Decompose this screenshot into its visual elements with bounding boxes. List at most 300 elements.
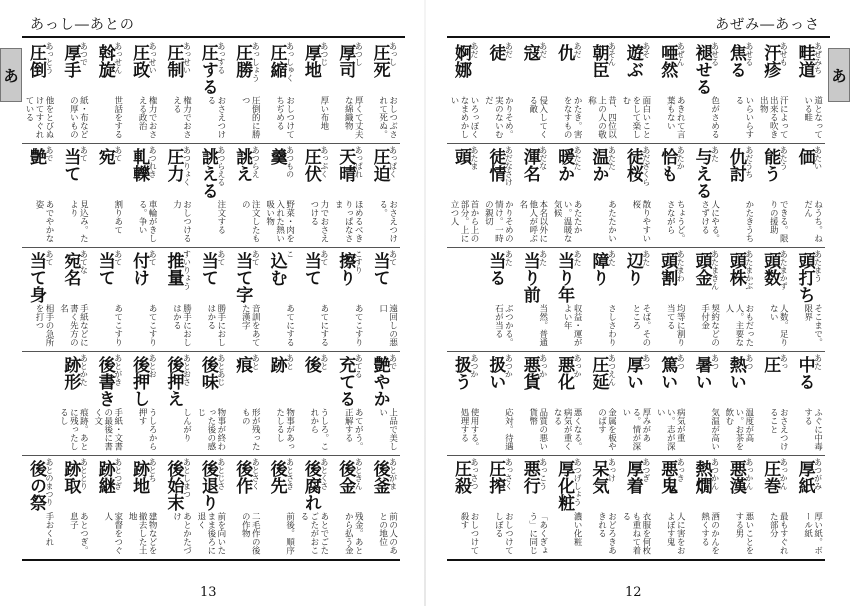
entry-headword: 宛 (94, 148, 115, 165)
right-page (425, 0, 850, 606)
entry-headword: 圧勝 (232, 44, 253, 78)
entry-definition: できる。限りの援助 (768, 200, 789, 243)
entry-headword: 悪鬼 (657, 460, 678, 494)
page-number: 13 (200, 585, 217, 600)
entry-headword: 中る (794, 356, 815, 390)
entry-definition: そば。そのところ (630, 304, 651, 347)
dictionary-entry (653, 352, 687, 455)
dictionary-entry (688, 40, 722, 143)
dictionary-entry (722, 352, 756, 455)
entry-headword: 厚着 (622, 460, 643, 494)
entry-reading: あとがま (388, 458, 398, 490)
entry-definition: 当然。普通 (537, 304, 548, 347)
entry-headword: 跡地 (129, 460, 150, 494)
entry-definition: 形が残ったもの (240, 408, 261, 451)
entry-reading: あた (573, 250, 583, 266)
entry-reading: あたまかず (779, 250, 789, 290)
entry-definition: 遠回しの悪口 (377, 304, 398, 347)
entry-reading: あっかん (779, 458, 789, 490)
entry-reading: あときん (354, 458, 364, 490)
page-number: 12 (625, 585, 642, 600)
dictionary-entry (91, 456, 125, 559)
dictionary-entry (91, 352, 125, 455)
entry-headword: 圧倒 (26, 44, 47, 78)
dictionary-entry (653, 456, 687, 559)
entry-reading: あつし (354, 42, 364, 66)
entry-definition: 温度が高い。お茶を飲む (723, 408, 754, 451)
entry-headword: 後押し (129, 356, 150, 407)
dictionary-entry (688, 248, 722, 351)
entry-headword: 頭打ち (794, 252, 815, 303)
dictionary-entry (194, 248, 228, 351)
dictionary-entry (228, 40, 262, 143)
entry-definition: 本名以外に他人が呼ぶ名 (517, 200, 548, 243)
dictionary-entry (722, 248, 756, 351)
entry-definition: 汗によって出来る吹き出物 (758, 96, 789, 139)
entry-reading: あっぷく (319, 146, 329, 178)
entry-reading: あぜみち (813, 42, 823, 74)
dictionary-entry (756, 248, 790, 351)
entry-headword: 熱い (725, 356, 746, 390)
dictionary-entry (619, 40, 653, 143)
entry-reading: あっしょう (251, 42, 261, 82)
dictionary-entry (297, 456, 331, 559)
entry-definition: おもだった人。主要な人 (723, 304, 754, 347)
entry-definition: 面白いことをして楽しむ (620, 96, 651, 139)
entry-headword: 篤い (657, 356, 678, 390)
entry-headword: 障り (588, 252, 609, 286)
entry-definition: 割りあて (112, 200, 123, 234)
entry-definition: 衣服を何枚も重ねて着る (620, 512, 651, 555)
entry-definition: 注文したもの (240, 200, 261, 243)
dictionary-entry (447, 144, 481, 247)
entry-headword: 畦道 (794, 44, 815, 78)
entry-definition: 建物などを撤去した土地 (127, 512, 158, 555)
entry-reading: あつかん (710, 458, 720, 490)
entry-definition: 応対。待遇 (503, 408, 514, 451)
entry-definition: 二毛作の後の作物 (240, 512, 261, 555)
entry-reading: あた (504, 250, 514, 266)
entry-reading: あっ (779, 354, 789, 370)
dictionary-entry (481, 40, 515, 143)
entry-headword: 焦る (725, 44, 746, 78)
dictionary-entry (22, 144, 56, 247)
entry-headword: 推量 (163, 252, 184, 286)
entry-headword: 圧巻 (760, 460, 781, 494)
entry-headword: 悪漢 (725, 460, 746, 494)
dictionary-entry (584, 352, 618, 455)
entry-reading: あで (45, 146, 55, 162)
entry-definition: 残金。あとから払う金 (343, 512, 364, 555)
entry-reading: あてる (354, 354, 364, 378)
entry-headword: 当て (300, 252, 321, 286)
dictionary-entry (584, 144, 618, 247)
dictionary-entry (756, 352, 790, 455)
entry-reading: あと (319, 354, 329, 370)
dictionary-entry (619, 248, 653, 351)
entry-headword: 天晴 (335, 148, 356, 182)
entry-headword: 圧搾 (485, 460, 506, 494)
entry-definition: あてにする (284, 304, 295, 347)
dictionary-entry (194, 40, 228, 143)
entry-reading: あたい (813, 146, 823, 170)
entry-definition: 家督をつぐ人 (102, 512, 123, 555)
entry-headword: 熱燗 (691, 460, 712, 494)
dictionary-entry (194, 456, 228, 559)
dictionary-entry (91, 248, 125, 351)
entry-reading: あせも (779, 42, 789, 66)
entry-row (447, 40, 825, 144)
dictionary-entry (516, 352, 550, 455)
entry-reading: あて (79, 146, 89, 162)
entry-headword: 当て (94, 252, 115, 286)
entry-reading: あて (388, 250, 398, 266)
dictionary-entry (228, 352, 262, 455)
entry-headword: 徒 (485, 44, 506, 61)
dictionary-entry (619, 352, 653, 455)
dictionary-entry (447, 456, 481, 559)
entry-headword: 跡形 (60, 356, 81, 390)
entry-headword: 厚手 (60, 44, 81, 78)
entry-row (22, 352, 400, 456)
dictionary-entry (366, 248, 400, 351)
entry-reading: あて (113, 250, 123, 266)
entry-definition: 世話をする (112, 96, 123, 139)
top-rule (447, 36, 830, 38)
entry-reading: あととり (79, 458, 89, 490)
dictionary-entry (297, 248, 331, 351)
entry-headword: 後味 (197, 356, 218, 390)
entry-headword: 当て字 (232, 252, 253, 303)
entry-reading: あつ (641, 354, 651, 370)
entry-headword: 跡取 (60, 460, 81, 494)
entry-reading: あつらえ (251, 146, 261, 178)
entry-definition: 権力でおさえる (171, 96, 192, 139)
entry-headword: 暖か (554, 148, 575, 182)
dictionary-entry (159, 352, 193, 455)
entry-headword: 圧縮 (266, 44, 287, 78)
entry-definition: 前後。順序 (284, 512, 295, 555)
entry-definition: おしつけてしぼる (493, 512, 514, 555)
entry-definition: しんがり (181, 408, 192, 442)
entry-reading: あつれき (148, 146, 158, 178)
entry-headword: 価 (794, 148, 815, 165)
entry-headword: 遊ぶ (622, 44, 643, 78)
dictionary-entry (228, 456, 262, 559)
entry-definition: 勝手におしはかる (171, 304, 192, 347)
dictionary-entry (550, 456, 584, 559)
entry-reading: あっかん (744, 458, 754, 490)
entry-headword: 仇 (554, 44, 575, 61)
entry-headword: 圧延 (588, 356, 609, 390)
entry-headword: 寇 (519, 44, 540, 61)
entry-definition: 権力でおさえる政治 (137, 96, 158, 139)
entry-definition: 酒のかんを熱くする (699, 512, 720, 555)
entry-reading: あてな (79, 250, 89, 274)
entry-definition: あでやかな姿 (34, 200, 55, 243)
entry-definition: 首から上の部分。上に立つ人 (449, 200, 480, 243)
dictionary-entry (159, 40, 193, 143)
entry-reading: あっさく (504, 458, 514, 490)
entry-headword: 誂える (197, 148, 218, 199)
entry-definition: 厚くて丈夫な綿織物 (343, 96, 364, 139)
entry-headword: 厚地 (300, 44, 321, 78)
dictionary-entry (159, 456, 193, 559)
dictionary-entry (91, 144, 125, 247)
entry-definition: 厚い紙。ボール紙 (802, 512, 823, 555)
entry-headword: 圧力 (163, 148, 184, 182)
entry-reading: あせる (710, 42, 720, 66)
dictionary-entry (331, 456, 365, 559)
entry-headword: 圧する (197, 44, 218, 95)
dictionary-entry (263, 40, 297, 143)
entry-definition: 手紙・文書の最後に書く文 (92, 408, 123, 451)
dictionary-entry (125, 456, 159, 559)
entry-reading: あて (45, 250, 55, 266)
entry-reading: こ (285, 250, 295, 258)
dictionary-entry (722, 144, 756, 247)
dictionary-entry (791, 352, 825, 455)
dictionary-entry (366, 456, 400, 559)
entry-reading: あそん (607, 42, 617, 66)
entry-reading: あとさき (285, 458, 295, 490)
entry-headword: 呆気 (588, 460, 609, 494)
entry-reading: あたまかぶ (744, 250, 754, 290)
entry-headword: 跡 (266, 356, 287, 373)
entry-reading: あつ (744, 354, 754, 370)
entry-headword: 朝臣 (588, 44, 609, 78)
dictionary-entry (297, 352, 331, 455)
entry-reading: あと (251, 354, 261, 370)
dictionary-entry (619, 456, 653, 559)
entry-definition: 気温が高い (709, 408, 720, 451)
entry-row (447, 144, 825, 248)
entry-reading: あつぎ (641, 458, 651, 482)
dictionary-entry (366, 352, 400, 455)
entry-reading: あて (148, 250, 158, 266)
dictionary-entry (263, 456, 297, 559)
dictionary-entry (331, 352, 365, 455)
entry-headword: 圧死 (369, 44, 390, 78)
entry-definition: ほめるべきりっぱなさま (333, 200, 364, 243)
entry-headword: 痕 (232, 356, 253, 373)
entry-reading: あっか (538, 354, 548, 378)
dictionary-entry (263, 352, 297, 455)
entry-reading: あせる (744, 42, 754, 66)
entry-headword: 後作 (232, 460, 253, 494)
dictionary-entry (56, 456, 90, 559)
entry-headword: 徒桜 (622, 148, 643, 182)
dictionary-entry (688, 144, 722, 247)
dictionary-entry (791, 144, 825, 247)
entry-headword: 扱い (485, 356, 506, 390)
entry-reading: あっぱく (388, 146, 398, 178)
dictionary-entry (550, 352, 584, 455)
entry-definition: 人数。足りない (768, 304, 789, 347)
entry-definition: 品質の悪い貨幣 (527, 408, 548, 451)
entry-row (22, 248, 400, 352)
entry-headword: 後押え (163, 356, 184, 407)
entry-definition: 紙・布などの厚いもの (68, 96, 89, 139)
entry-headword: 厚司 (335, 44, 356, 78)
dictionary-entry (331, 144, 365, 247)
dictionary-entry (56, 352, 90, 455)
entry-headword: 悪貨 (519, 356, 540, 390)
dictionary-entry (722, 40, 756, 143)
entry-reading: あっとう (45, 42, 55, 74)
entry-reading: あだざくら (641, 146, 651, 186)
entry-reading: あだな (538, 146, 548, 170)
entry-reading: あたか (676, 146, 686, 170)
entry-reading: あつ (676, 354, 686, 370)
entry-row (22, 144, 400, 248)
entry-reading: あぜん (676, 42, 686, 66)
entry-headword: 当り年 (554, 252, 575, 303)
entry-headword: 仇討 (725, 148, 746, 182)
entry-reading: あっし (388, 42, 398, 66)
entry-headword: 悪行 (519, 460, 540, 494)
dictionary-entry (516, 144, 550, 247)
entry-headword: 軋轢 (129, 148, 150, 182)
entry-definition: おさえつける (205, 96, 226, 139)
entry-reading: あて (319, 250, 329, 266)
entry-definition: 痕跡。あとに残ったしるし (58, 408, 89, 451)
entry-reading: あたまきん (710, 250, 720, 290)
entry-reading: あつげしょう (573, 458, 583, 506)
thumb-index-tab: あ (828, 48, 850, 102)
entry-headword: 頭割 (657, 252, 678, 286)
entry-headword: 当て (369, 252, 390, 286)
entry-headword: 恰も (657, 148, 678, 182)
dictionary-entry (194, 144, 228, 247)
dictionary-entry (791, 248, 825, 351)
dictionary-entry (263, 144, 297, 247)
entry-headword: 渾名 (519, 148, 540, 182)
entry-definition: おさえつける。 (377, 200, 398, 243)
entry-reading: あた (538, 250, 548, 266)
entry-headword: 跡継 (94, 460, 115, 494)
dictionary-entry (791, 40, 825, 143)
entry-headword: 圧迫 (369, 148, 390, 182)
entry-headword: 圧政 (129, 44, 150, 78)
entry-headword: 徒情 (485, 148, 506, 182)
entry-headword: 当て (60, 148, 81, 182)
dictionary-entry (550, 144, 584, 247)
entry-headword: 頭金 (691, 252, 712, 286)
entry-reading: あとお (148, 354, 158, 378)
entry-definition: おしつぶされて死ぬ。 (377, 96, 398, 139)
entry-definition: 均等に割り当てる (665, 304, 686, 347)
entry-definition: 人にやる。さずける (699, 200, 720, 243)
dictionary-entry (481, 456, 515, 559)
entry-headword: 温か (588, 148, 609, 182)
dictionary-entry (56, 40, 90, 143)
entry-definition: ねうち。ねだん (802, 200, 823, 243)
entry-definition: 人に害をおよぼす鬼 (665, 512, 686, 555)
dictionary-entry (447, 40, 481, 143)
entry-definition: 手紙などに書く先方の名 (58, 304, 89, 347)
dictionary-entry (447, 352, 481, 455)
entry-headword: 与える (691, 148, 712, 199)
entry-definition: 上品で美しい (377, 408, 398, 451)
entry-reading: あっき (676, 458, 686, 482)
entry-reading: あっせい (182, 42, 192, 74)
entry-definition: さしさわり (606, 304, 617, 347)
entry-definition: あてにする (318, 304, 329, 347)
entry-reading: あとおさ (182, 354, 192, 386)
top-rule (22, 36, 405, 38)
entry-row (22, 40, 400, 144)
entry-definition: おどろきあきれる (596, 512, 617, 555)
entry-reading: あっせん (113, 42, 123, 74)
dictionary-entry (297, 144, 331, 247)
entry-reading: あた (641, 250, 651, 266)
entry-reading: あっか (573, 354, 583, 378)
dictionary-entry (228, 144, 262, 247)
dictionary-entry (331, 248, 365, 351)
entry-definition: 悪いことをする男 (733, 512, 754, 555)
entry-reading: あとつぎ (113, 458, 123, 490)
entry-headword: 頭 (451, 148, 472, 165)
entry-reading: あつ (710, 354, 720, 370)
entry-definition: 金属を板やのばす (596, 408, 617, 451)
entry-reading: あっする (216, 42, 226, 74)
entry-headword: 充てる (335, 356, 356, 407)
entry-definition: 最もすぐれた部分 (768, 512, 789, 555)
dictionary-entry (756, 40, 790, 143)
entry-headword: 圧制 (163, 44, 184, 78)
dictionary-entry (159, 144, 193, 247)
entry-reading: あとがき (113, 354, 123, 386)
entry-definition: 他をとびぬけてすぐれている (24, 96, 55, 139)
entry-reading: あつがみ (813, 458, 823, 490)
dictionary-entry (22, 456, 56, 559)
entry-headword: 後の祭 (26, 460, 47, 511)
entry-headword: 褪せる (691, 44, 712, 95)
entry-reading: あと (285, 354, 295, 370)
dictionary-entry (688, 352, 722, 455)
entry-definition: あたたかい。温暖な気候 (552, 200, 583, 243)
entry-headword: 悪化 (554, 356, 575, 390)
entry-definition: 前を向いたまま後ろに退く (195, 512, 226, 555)
entry-definition: 音訓をあてた漢字 (240, 304, 261, 347)
entry-reading: あとしまつ (182, 458, 192, 498)
entry-reading: あつもの (285, 146, 295, 178)
dictionary-entry (366, 144, 400, 247)
entry-headword: 後書き (94, 356, 115, 407)
entry-headword: 斡旋 (94, 44, 115, 78)
entry-reading: あつか (470, 354, 480, 378)
entry-reading: あたま (470, 146, 480, 170)
dictionary-entry (756, 456, 790, 559)
entry-definition: 見込み。たより (68, 200, 89, 243)
entry-reading: あた (710, 146, 720, 162)
entry-definition: うしろ。これから (308, 408, 329, 451)
entry-headword: 当る (485, 252, 506, 286)
entry-reading: あっさつ (470, 458, 480, 490)
dictionary-entry (263, 248, 297, 351)
entry-row (447, 248, 825, 352)
entry-reading: あとさく (251, 458, 261, 490)
dictionary-entry (481, 248, 515, 351)
entry-reading: あたう (779, 146, 789, 170)
entry-reading: あっぱれ (354, 146, 364, 178)
dictionary-entry (194, 352, 228, 455)
entry-definition: 病気が重い。志が深い (655, 408, 686, 451)
entry-headword: 後退り (197, 460, 218, 511)
dictionary-entry (550, 40, 584, 143)
dictionary-entry (516, 456, 550, 559)
